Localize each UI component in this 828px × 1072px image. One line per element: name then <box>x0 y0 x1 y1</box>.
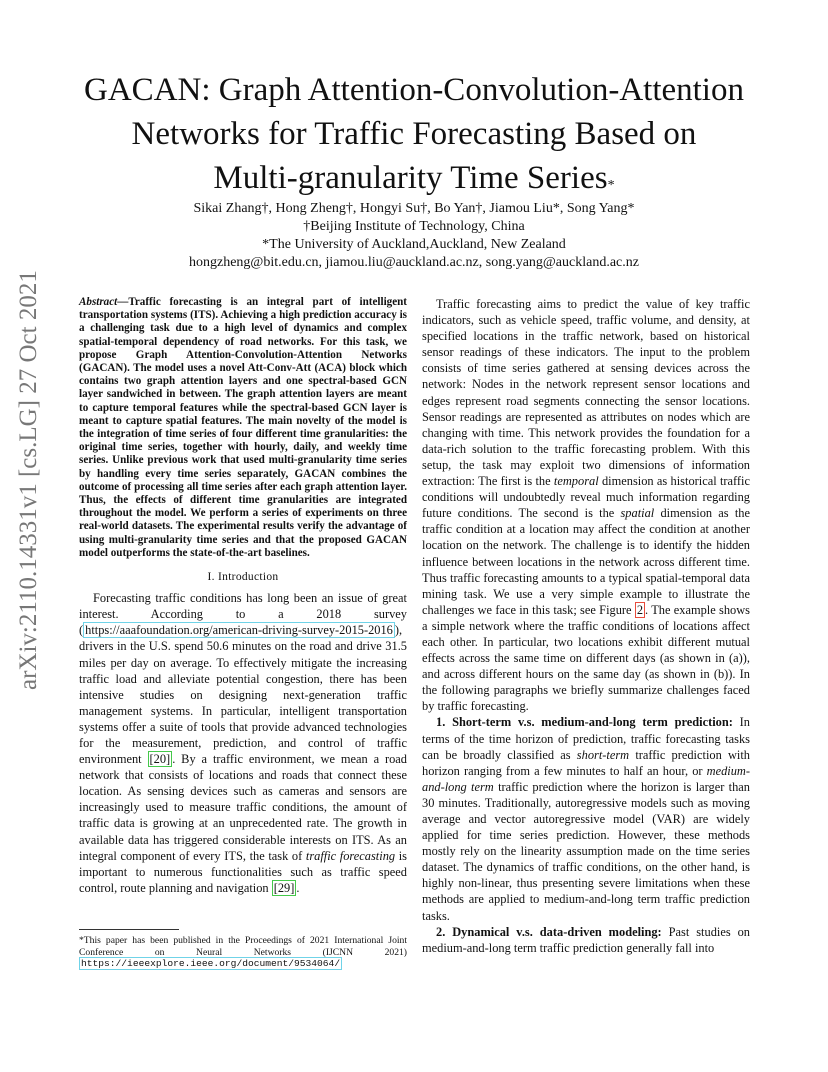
right-p2-text-a: In terms of the time horizon of prediction, traffic forecasting tasks can be broadly classified as <box>422 715 750 762</box>
intro-text-d: is important to numerous functionalities such as traffic speed control, route planning and navigation <box>79 848 407 895</box>
figure-ref-2[interactable]: 2 <box>636 602 644 617</box>
right-p1-text-b: dimension as historical traffic conditions will undoubtedly reveal much information regarding future conditions. The second is the <box>422 474 750 521</box>
intro-text-c: . By a traffic environment, we mean a road network that consists of locations and roads that connect these location. As sensing devices such as cameras and sensors are increasingly used to measure traffic conditions, the amount of traffic data is growing at an unprecedented rate. The growth in available data has triggered considerable interests on ITS. As an integral component of every ITS, the task of <box>79 752 407 863</box>
emphasis-medium-long: medium-and-long term <box>422 763 750 794</box>
author-list: Sikai Zhang†, Hong Zheng†, Hongyi Su†, Bo Yan†, Jiamou Liu*, Song Yang* <box>193 201 635 216</box>
right-p1-text-a: Traffic forecasting aims to predict the value of key traffic indicators, such as vehicle speed, traffic volume, and density, at specified locations in the traffic network, based on historical sensor readings of these indicators. The input to the problem consists of time series gathered at sensing devices across the network: Nodes in the network represent sensor locations and edges represent road segments connecting the sensor locations. Sensor readings are represented as attributes on nodes which are changing with time. This network provides the foundation for a data-rich solution to the traffic forecasting problem. With this setup, the task may exploit two dimensions of information extraction: The first is the <box>422 297 750 489</box>
arxiv-stamp <box>15 270 55 730</box>
right-p2-text-b: traffic prediction with horizon ranging from a few minutes to half an hour, or <box>422 747 750 778</box>
right-column <box>422 296 750 956</box>
abstract-label: Abstract <box>79 296 118 308</box>
section-heading-introduction: I. Introduction <box>207 571 279 584</box>
right-p1-text-d: . The example shows a simple network where the traffic conditions of locations affect each other. In particular, two locations exhibit different mutual effects across the same time on different days (as shown in (a)), and across different hours on the same day (as shown in (b)). In the following paragraphs we briefly summarize challenges faced by traffic forecasting. <box>422 602 750 714</box>
emphasis-short-term: short-term <box>576 747 630 762</box>
paper-title <box>60 68 768 200</box>
right-p3-text-a: Past studies on medium-and-long term traffic prediction generally fall into <box>422 924 750 955</box>
title-line-3 <box>60 156 768 200</box>
footnote-rule <box>79 929 179 930</box>
intro-text-b: ), drivers in the U.S. spend 50.6 minutes on the road and drive 31.5 miles per day on average. To effectively mitigate the increasing traffic load and alleviate potential congestion, there has been intensive studies on designing next-generation traffic management systems. In particular, intelligent transportation systems offer a suite of tools that provide advanced technologies for the measurement, prediction, and control of traffic environment <box>79 623 407 767</box>
right-p1-text-c: dimension as the traffic condition at a location may affect the condition at another location on the network. The challenge is to identify the hidden influence between locations in the network across different time. Thus traffic forecasting amounts to a typical spatial-temporal data mining task. We use a very simple example to illustrate the challenges we face in this task; see Figure <box>422 506 750 617</box>
footnote-text: *This paper has been published in the Proceedings of 2021 International Joint Conference on Neural Networks (IJCNN 2021) <box>79 935 407 958</box>
affiliation-auckland: *The University of Auckland,Auckland, New Zealand <box>262 237 566 252</box>
title-line-3-text: Multi-granularity Time Series <box>213 160 608 196</box>
right-p2-text-c: traffic prediction where the horizon is larger than 30 minutes. Traditionally, autoregressive models such as moving average and vector autoregressive model (VAR) are widely applied for time series prediction. However, these methods mostly rely on the linearity assumption made on the time series dataset. The dynamics of traffic conditions, on the other hand, is highly non-linear, thus presenting severe limitations when these methods are applied to medium-and-long term traffic prediction tasks. <box>422 779 750 923</box>
title-line-2: Networks for Traffic Forecasting Based on <box>131 116 697 152</box>
abstract <box>79 296 407 560</box>
arxiv-stamp-text: arXiv:2110.14331v1 [cs.LG] 27 Oct 2021 <box>15 270 42 690</box>
intro-emphasis: traffic forecasting <box>305 848 396 863</box>
emphasis-temporal: temporal <box>553 474 599 489</box>
emphasis-spatial: spatial <box>620 506 655 521</box>
title-line-1: GACAN: Graph Attention-Convolution-Attention <box>84 72 744 108</box>
citation-20[interactable]: [20] <box>149 752 171 767</box>
author-emails: hongzheng@bit.edu.cn, jiamou.liu@auckland.ac.nz, song.yang@auckland.ac.nz <box>189 255 639 270</box>
citation-29[interactable]: [29] <box>273 880 295 895</box>
right-paragraph-2 <box>422 714 750 923</box>
intro-text-e: . <box>296 880 300 895</box>
left-column <box>79 296 407 896</box>
intro-text-a: Forecasting traffic conditions has long been an issue of great interest. According to a 2018 survey ( <box>79 591 407 638</box>
affiliation-bit: †Beijing Institute of Technology, China <box>303 219 525 234</box>
author-block <box>60 200 768 272</box>
footnote-link[interactable]: https://ieeexplore.ieee.org/document/9534064/ <box>81 958 341 970</box>
right-paragraph-3 <box>422 924 750 956</box>
footnote <box>79 935 407 970</box>
abstract-text: —Traffic forecasting is an integral part of intelligent transportation systems (ITS). Achieving a high prediction accuracy is a challenging task due to a high level of dynamics and complex spatial-temporal dependency of road networks. For this task, we propose Graph Attention-Convolution-Attention Networks (GACAN). The model uses a novel Att-Conv-Att (ACA) block which contains two graph attention layers and one spectral-based GCN layer sandwiched in between. The graph attention layers are meant to capture temporal features while the spectral-based GCN layer is meant to capture spatial features. The main novelty of the model is the integration of time series of four different time granularities: the original time series, together with hourly, daily, and weekly time series. Unlike previous work that used multi-granularity time series by handling every time series separately, GACAN combines the outcome of processing all time series after each graph attention layer. Thus, the effects of different time granularities are integrated throughout the model. We perform a series of experiments on three real-world datasets. The experimental results verify the advantage of using multi-granularity time series and that the proposed GACAN model outperforms the state-of-the-art baselines. <box>79 296 407 559</box>
challenge-1-heading: 1. Short-term v.s. medium-and-long term prediction: <box>436 715 733 730</box>
intro-paragraph <box>79 590 407 896</box>
survey-link[interactable]: https://aaafoundation.org/american-driving-survey-2015-2016 <box>85 623 393 638</box>
challenge-2-heading: 2. Dynamical v.s. data-driven modeling: <box>436 924 662 939</box>
right-paragraph-1 <box>422 296 750 714</box>
title-footnote-mark: * <box>607 178 615 193</box>
